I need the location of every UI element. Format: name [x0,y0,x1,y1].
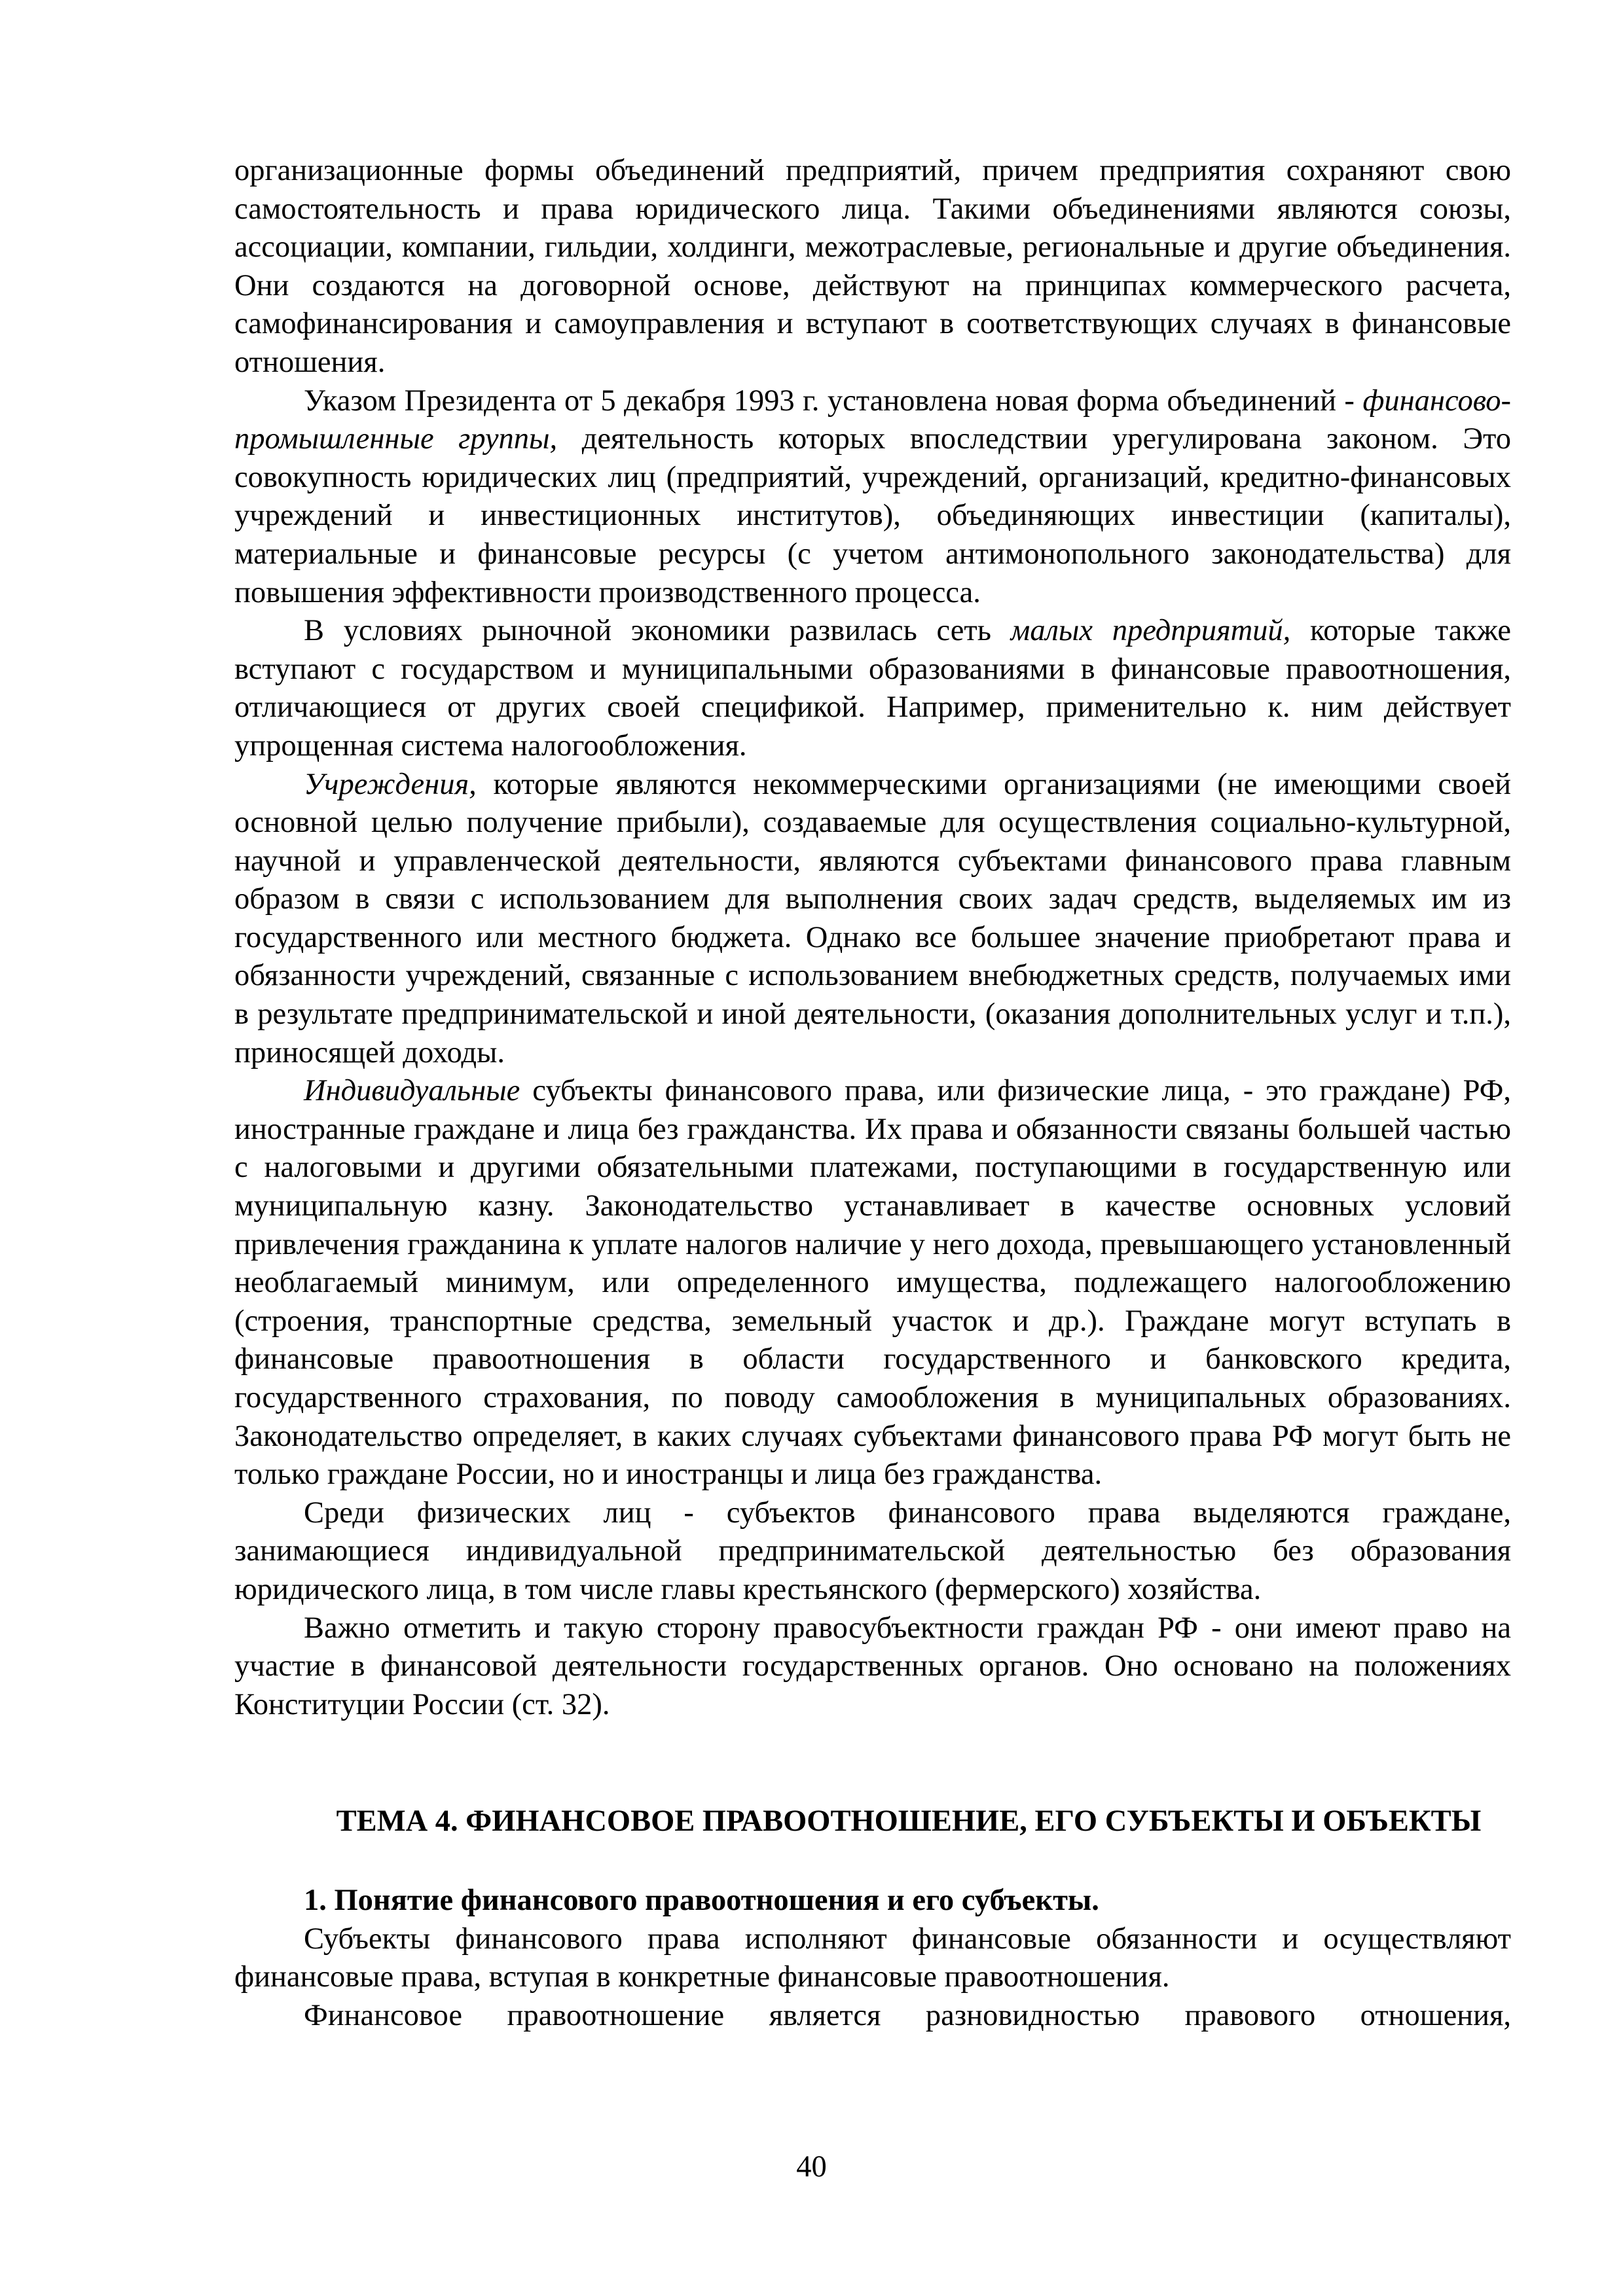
italic-term: финансово-промышленные группы, [234,384,1511,456]
text-run: Указом Президента от 5 декабря 1993 г. установлена новая форма объединений - [304,384,1363,418]
body-paragraph [234,612,1511,765]
document-page [234,152,1511,2035]
body-paragraph [234,152,1511,382]
text-run: В условиях рыночной экономики развилась сеть [304,614,1011,648]
italic-term: Учреждения, [304,767,477,801]
text-run: которые являются некоммерческими организациями (не имеющими своей основной целью получение прибыли), создаваемые для осуществления социально-культурной, научной и управленческой деятельности, являются субъектами финансового права главным образом в связи с использованием для выполнения своих задач средств, выделяемых им из государственного или местного бюджета. Однако все большее значение приобретают права и обязанности учреждений, связанные с использованием внебюджетных средств, получаемых ими в результате предпринимательской и иной деятельности, (оказания дополнительных услуг и т.п.), приносящей доходы. [234,767,1511,1069]
text-run: организационные формы объединений предприятий, причем предприятия сохраняют свою самостоятельность и права юридического лица. Такими объединениями являются союзы, ассоциации, компании, гильдии, холдинги, межотраслевые, региональные и другие объединения. Они создаются на договорной основе, действуют на принципах коммерческого расчета, самофинансирования и самоуправления и вступают в соответствующих случаях в финансовые отношения. [234,154,1511,379]
section-paragraph: Субъекты финансового права исполняют финансовые обязанности и осуществляют финансовые права, вступая в конкретные финансовые правоотношения. [234,1922,1511,1994]
page-number: 40 [796,2150,827,2183]
text-run: Важно отметить и такую сторону правосубъектности граждан РФ - они имеют право на участие в финансовой деятельности государственных органов. Оно основано на положениях Конституции России (ст. 32). [234,1611,1511,1721]
text-run: субъекты финансового права, или физические лица, - это граждане) РФ, иностранные граждане и лица без гражданства. Их права и обязанности связаны большей частью с налоговыми и другими обязательными платежами, поступающими в государственную или муниципальную казну. Законодательство устанавливает в качестве основных условий привлечения гражданина к уплате налогов наличие у него дохода, превышающего установленный необлагаемый минимум, или определенного имущества, подлежащего налогообложению (строения, транспортные средства, земельный участок и др.). Граждане могут вступать в финансовые правоотношения в области государственного и банковского кредита, государственного страхования, по поводу самообложения в муниципальных образованиях. Законодательство определяет, в каких случаях субъектами финансового права РФ могут быть не только граждане России, но и иностранцы и лица без гражданства. [234,1074,1511,1492]
body-paragraph [234,1609,1511,1725]
section-heading: 1. Понятие финансового правоотношения и его субъекты. [304,1883,1099,1917]
body-paragraph [234,1072,1511,1494]
italic-term: малых предприятий, [1010,614,1291,648]
italic-term: Индивидуальные [304,1074,520,1108]
text-run: которые также вступают с государством и муниципальными образованиями в финансовые правоотношения, отличающиеся от других своей спецификой. Например, применительно к. ним действует упрощенная система налогообложения. [234,614,1511,762]
body-text [234,152,1511,1724]
chapter-heading: ТЕМА 4. ФИНАНСОВОЕ ПРАВООТНОШЕНИЕ, ЕГО СУБЪЕКТЫ И ОБЪЕКТЫ [336,1804,1482,1839]
section-paragraph: Финансовое правоотношение является разновидностью правового отношения, [304,1998,1511,2032]
body-paragraph [234,382,1511,613]
text-run: деятельность которых впоследствии урегулирована законом. Это совокупность юридических лиц (предприятий, учреждений, организаций, кредитно-финансовых учреждений и инвестиционных институтов), объединяющих инвестиции (капиталы), материальные и финансовые ресурсы (с учетом антимонопольного законодательства) для повышения эффективности производственного процесса. [234,422,1511,609]
body-paragraph [234,766,1511,1073]
body-paragraph [234,1494,1511,1609]
text-run: Среди физических лиц - субъектов финансового права выделяются граждане, занимающиеся индивидуальной предпринимательской деятельностью без образования юридического лица, в том числе главы крестьянского (фермерского) хозяйства. [234,1496,1511,1606]
